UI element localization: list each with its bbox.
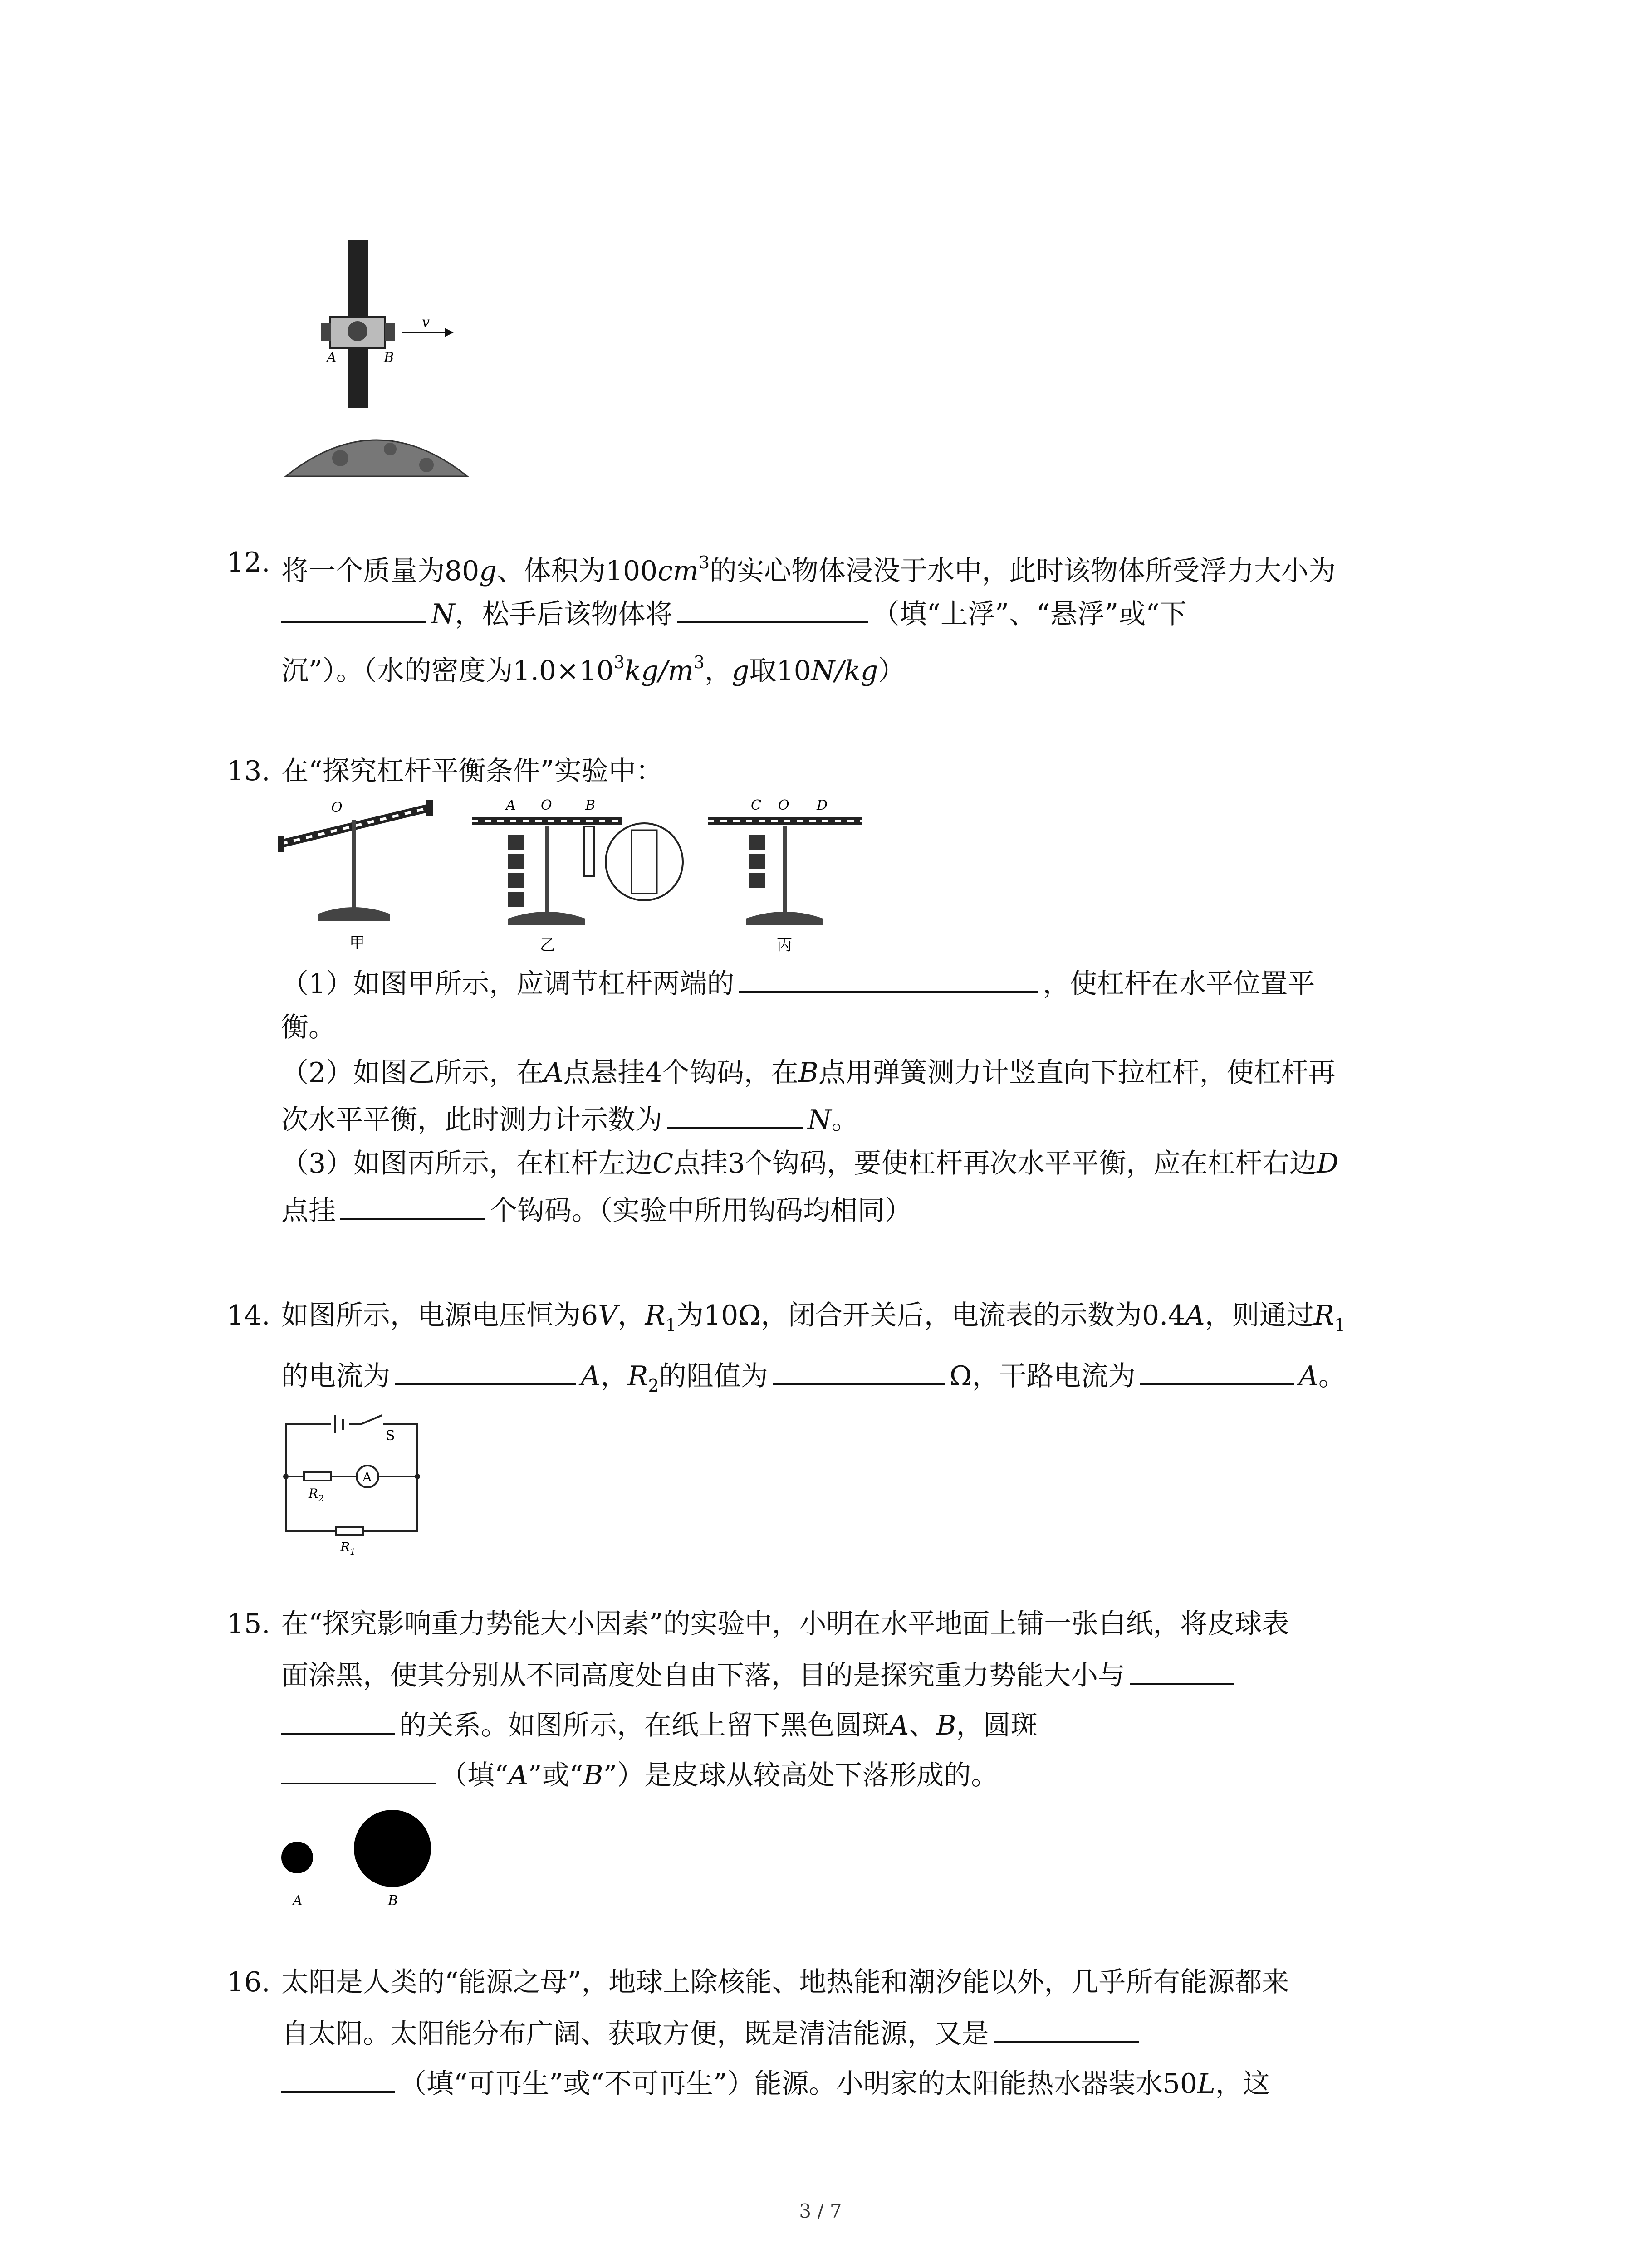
q15-blank-relation[interactable]: [1130, 1656, 1234, 1685]
q15-text: （填“: [440, 1760, 509, 1791]
q16-number: 16.: [227, 1966, 270, 1998]
q14-unit-v: V: [598, 1300, 618, 1331]
q13-p3: [281, 1145, 1338, 1182]
q12-unit-cm: cm: [657, 555, 699, 587]
stand-base: [318, 907, 390, 921]
q14-sub: 1: [1334, 1315, 1346, 1335]
q12-text: 的实心物体浸没于水中，此时该物体所受浮力大小为: [710, 555, 1336, 587]
lever-bing: [708, 797, 862, 954]
q15-b: B: [583, 1760, 603, 1791]
q15-text: ”）是皮球从较高处下落形成的。: [603, 1760, 999, 1791]
weight: [749, 873, 765, 888]
q12-sup: 3: [693, 652, 705, 672]
q13-b: B: [798, 1057, 818, 1089]
q12-sup: 3: [698, 552, 710, 572]
q12-text: ，: [704, 655, 732, 687]
spot-a: [281, 1842, 313, 1873]
q13-unit-n: N: [808, 1104, 832, 1136]
lever-figures: [272, 794, 916, 962]
weight: [508, 873, 524, 888]
q13-text: （3）如图丙所示，在杠杆左边: [281, 1148, 653, 1179]
nut: [278, 836, 284, 852]
q16-line3: [281, 2064, 1270, 2102]
q13-number: 13.: [227, 755, 270, 787]
q15-line1: 在“探究影响重力势能大小因素”的实验中，小明在水平地面上铺一张白纸，将皮球表: [281, 1608, 1289, 1640]
q14-text: ，: [617, 1300, 645, 1331]
q12-text: ）: [878, 655, 906, 687]
q15-a: A: [889, 1710, 909, 1741]
label-a: A: [506, 797, 516, 813]
satellite-detail: [348, 321, 367, 341]
q16-text: （填“可再生”或“不可再生”）能源。小明家的太阳能热水器装水50: [399, 2068, 1198, 2100]
q14-text: ，则通过: [1205, 1300, 1314, 1331]
q12-unit-n: N: [431, 598, 455, 630]
solar-panel-bottom: [348, 347, 368, 408]
q14-number: 14.: [227, 1300, 270, 1331]
q13-text: 点用弹簧测力计竖直向下拉杠杆，使杠杆再: [818, 1057, 1336, 1089]
q14-text: 的阻值为: [659, 1360, 768, 1392]
spot-b: [354, 1810, 431, 1887]
label-o: O: [331, 800, 343, 816]
q12-text: 沉”）。（水的密度为1.0×10: [281, 655, 614, 687]
q12-unit-g: g: [479, 555, 497, 587]
q15-line4: [281, 1755, 998, 1794]
nut: [426, 800, 433, 816]
q12-g: g: [731, 655, 749, 687]
q15-b: B: [936, 1710, 956, 1741]
q14-text: 为10Ω，闭合开关后，电流表的示数为0.4: [676, 1300, 1185, 1331]
label-v: v: [422, 314, 430, 330]
q13-text: 点挂3个钩码，要使杠杆再次水平平衡，应在杠杆右边: [673, 1148, 1317, 1179]
q13-a: A: [544, 1057, 563, 1089]
q16-text: ，这: [1215, 2068, 1270, 2100]
stand-pole: [352, 820, 356, 911]
q15-line2: [281, 1656, 1239, 1694]
q12-blank-buoyancy[interactable]: [281, 594, 426, 623]
caption-yi: 乙: [540, 936, 555, 954]
q13-text: 点挂: [281, 1195, 336, 1227]
q13-text: 次水平平衡，此时测力计示数为: [281, 1104, 662, 1136]
spots-figure: [272, 1810, 454, 1914]
q13-text: ，使杠杆在水平位置平: [1043, 968, 1315, 1000]
lever-jia: [278, 800, 433, 952]
crater: [384, 443, 397, 455]
label-r2: $R_2$: [309, 1486, 324, 1504]
q12-text: 、体积为100: [496, 555, 658, 587]
q15-text: 面涂黑，使其分别从不同高度处自由下落，目的是探究重力势能大小与: [281, 1660, 1125, 1691]
q13-p2-cont: [281, 1100, 859, 1138]
stand-pole: [783, 826, 787, 916]
label-o: O: [778, 797, 789, 813]
weight: [508, 854, 524, 869]
q12-text: 将一个质量为80: [281, 555, 480, 587]
label-spot-a: A: [293, 1893, 303, 1909]
scale-face: [632, 830, 657, 894]
q12-unit: kg/m: [624, 655, 694, 687]
q13-c: C: [652, 1148, 674, 1179]
stand-base: [508, 912, 585, 925]
junction: [415, 1474, 420, 1479]
page-number: 3 / 7: [799, 2200, 842, 2222]
spring-scale: [584, 826, 594, 876]
q13-text: （1）如图甲所示，应调节杠杆两端的: [281, 968, 735, 1000]
q14-r: R: [1313, 1300, 1334, 1331]
thruster-a: [321, 323, 331, 341]
stand-base: [746, 912, 823, 925]
label-s: S: [386, 1428, 395, 1444]
solar-panel-top: [348, 240, 368, 318]
q14-line1: [281, 1297, 1345, 1343]
label-b: B: [384, 350, 394, 366]
weight: [508, 892, 524, 907]
q12-line3: [281, 644, 905, 689]
q15-blank-relation-cont[interactable]: [281, 1706, 395, 1735]
q15-number: 15.: [227, 1608, 270, 1640]
weight: [749, 835, 765, 850]
velocity-arrow-head: [445, 328, 454, 337]
q13-d: D: [1317, 1148, 1339, 1179]
label-spot-b: B: [388, 1893, 398, 1909]
q13-blank-nut[interactable]: [739, 964, 1038, 993]
q13-text: （2）如图乙所示，在: [281, 1057, 544, 1089]
q13-text: 点悬挂4个钩码，在: [563, 1057, 798, 1089]
q13-text: 个钩码。（实验中所用钩码均相同）: [490, 1195, 912, 1227]
q14-text: 。: [1318, 1360, 1346, 1392]
label-a: A: [327, 350, 337, 366]
q14-unit-a: A: [1298, 1360, 1318, 1392]
q15-text: ”或“: [528, 1760, 583, 1791]
q12-text: 取10: [749, 655, 811, 687]
q16-unit-l: L: [1197, 2068, 1215, 2100]
q14-r: R: [627, 1360, 648, 1392]
q15-line3: [281, 1706, 1038, 1744]
weight: [508, 835, 524, 850]
q14-blank-r2[interactable]: [773, 1356, 945, 1385]
q15-text: 、: [909, 1710, 936, 1741]
stand-pole: [545, 826, 549, 916]
q12-unit: N/kg: [811, 655, 878, 687]
resistor-r1: [336, 1527, 363, 1535]
q14-sub: 1: [665, 1315, 676, 1335]
q15-blank-spot[interactable]: [281, 1755, 436, 1784]
switch-gap: [361, 1420, 383, 1429]
q16-text: 自太阳。太阳能分布广阔、获取方便，既是清洁能源，又是: [281, 2018, 989, 2050]
q13-p3-cont: [281, 1191, 912, 1229]
label-c: C: [751, 797, 761, 813]
q14-unit-a: A: [581, 1360, 601, 1392]
q13-line1: 在“探究杠杆平衡条件”实验中：: [281, 755, 663, 787]
q12-text: ，松手后该物体将: [455, 598, 673, 630]
q14-line2: [281, 1356, 1346, 1404]
lever-yi: [472, 797, 683, 954]
label-o: O: [541, 797, 552, 813]
q13-p2: [281, 1055, 1336, 1091]
q14-text: Ω，干路电流为: [949, 1360, 1136, 1392]
q12-line1: [281, 544, 1336, 589]
caption-jia: 甲: [349, 934, 365, 952]
q16-blank-renewable[interactable]: [994, 2014, 1139, 2043]
q12-sup: 3: [613, 652, 625, 672]
q13-blank-count[interactable]: [340, 1191, 485, 1220]
thruster-b: [385, 323, 395, 341]
q14-text: 的电流为: [281, 1360, 390, 1392]
label-ammeter: A: [362, 1470, 372, 1485]
caption-bing: 丙: [777, 936, 792, 954]
junction: [283, 1474, 289, 1479]
q16-line1: 太阳是人类的“能源之母”，地球上除核能、地热能和潮汐能以外，几乎所有能源都来: [281, 1966, 1289, 1998]
satellite-figure: [272, 236, 481, 481]
q16-blank-renewable-cont[interactable]: [281, 2064, 395, 2093]
q12-line2: [281, 594, 1187, 632]
q14-text: 如图所示，电源电压恒为6: [281, 1300, 598, 1331]
q14-r: R: [645, 1300, 666, 1331]
q15-text: ，圆斑: [956, 1710, 1038, 1741]
resistor-r2: [304, 1472, 331, 1481]
q12-blank-state[interactable]: [677, 594, 868, 623]
q14-unit-a: A: [1185, 1300, 1205, 1331]
q14-sub: 2: [648, 1376, 659, 1396]
q13-p1-cont: 衡。: [281, 1012, 336, 1043]
q14-blank-total[interactable]: [1140, 1356, 1294, 1385]
crater: [419, 458, 434, 472]
q12-text: （填“上浮”、“悬浮”或“下: [872, 598, 1187, 630]
moon-surface: [286, 440, 467, 476]
crater: [332, 450, 348, 466]
q15-text: 的关系。如图所示，在纸上留下黑色圆斑: [399, 1710, 889, 1741]
q16-line2: [281, 2014, 1143, 2052]
label-b: B: [585, 797, 596, 813]
circuit-figure: [277, 1411, 426, 1556]
q13-p1: [281, 964, 1315, 1002]
q14-text: ，: [600, 1360, 628, 1392]
label-r1: $R_1$: [340, 1540, 356, 1556]
q13-blank-force[interactable]: [667, 1100, 803, 1129]
q14-blank-r1-current[interactable]: [395, 1356, 576, 1385]
q15-a: A: [508, 1760, 529, 1791]
q13-text: 。: [831, 1104, 859, 1136]
q12-number: 12.: [227, 547, 270, 578]
weight: [749, 854, 765, 869]
label-d: D: [817, 797, 828, 813]
